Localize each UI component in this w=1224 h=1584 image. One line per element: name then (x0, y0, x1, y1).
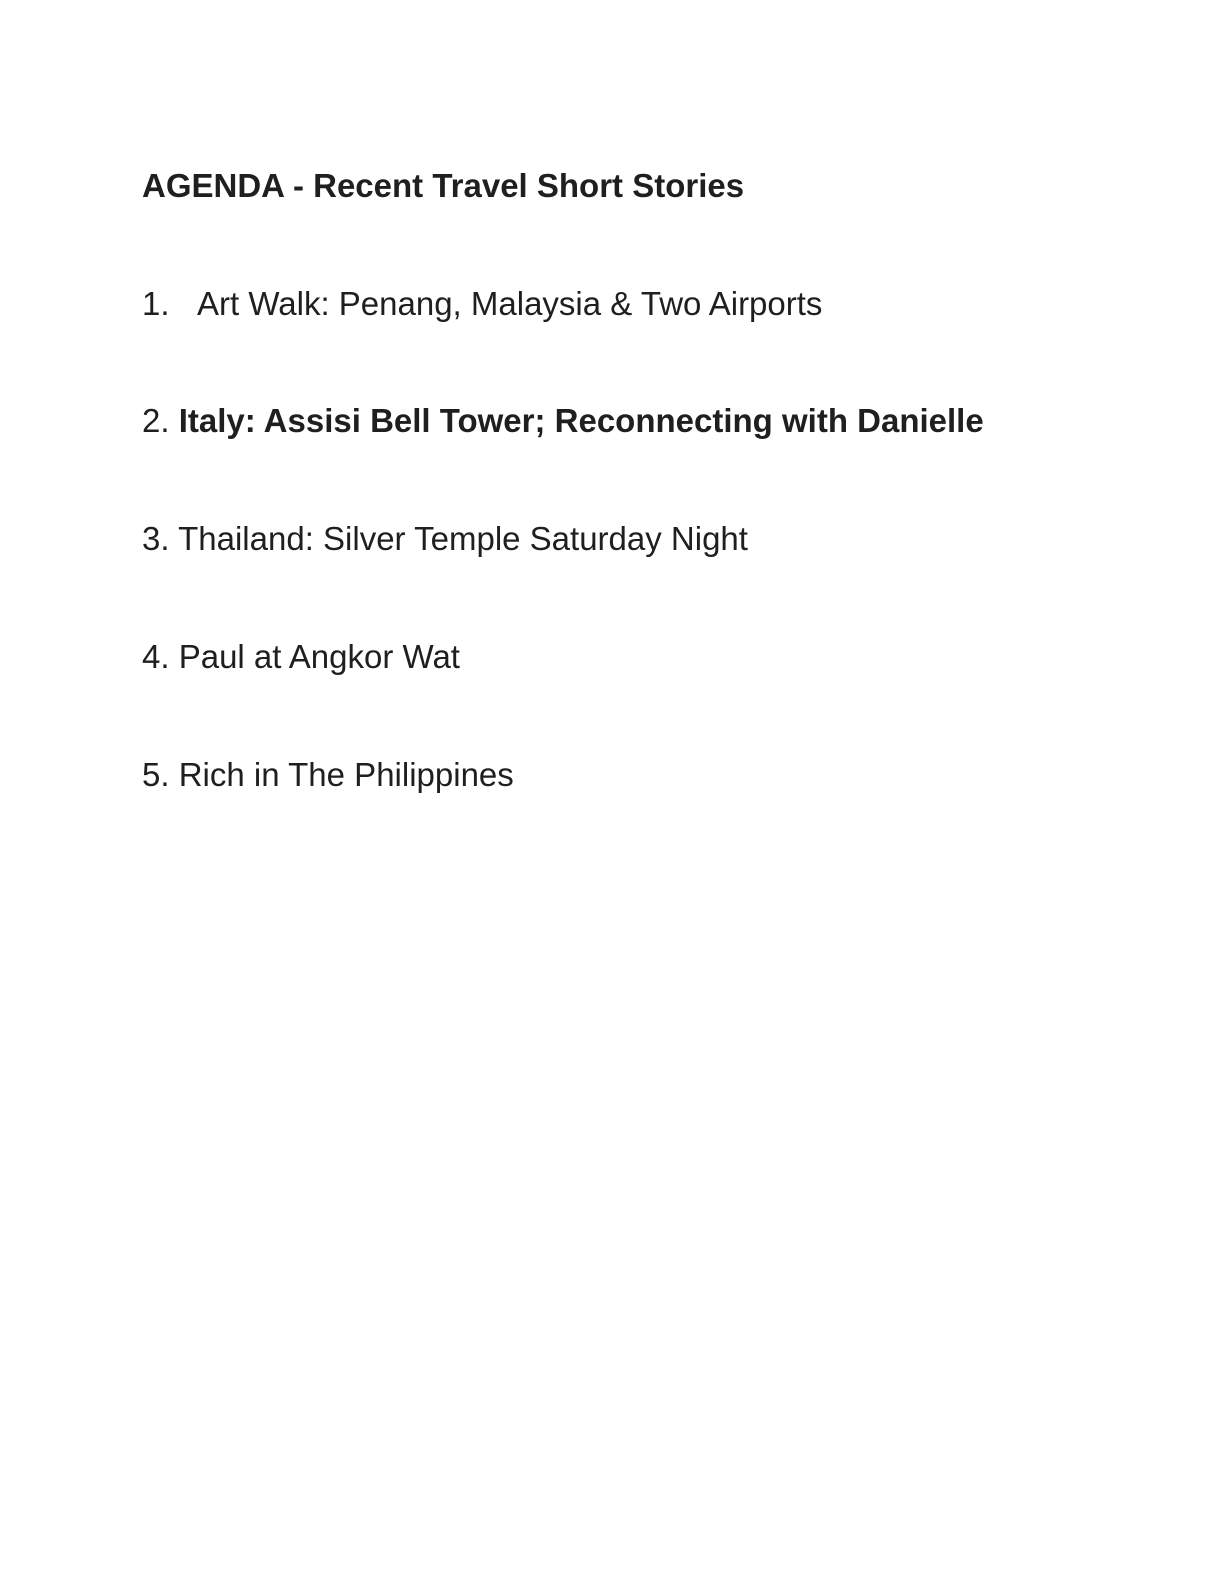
agenda-item (142, 755, 514, 795)
agenda-item (142, 637, 460, 677)
agenda-item (142, 519, 748, 559)
agenda-item (142, 284, 822, 324)
agenda-item-number: 3. (142, 520, 170, 557)
agenda-item-number: 4. (142, 638, 170, 675)
agenda-item-text: Art Walk: Penang, Malaysia & Two Airports (197, 285, 823, 322)
agenda-item (142, 401, 984, 441)
agenda-item-text: Italy: Assisi Bell Tower; Reconnecting with Danielle (178, 402, 984, 439)
agenda-title: AGENDA - Recent Travel Short Stories (142, 167, 745, 204)
agenda-item-text: Thailand: Silver Temple Saturday Night (178, 520, 748, 557)
agenda-item-text: Rich in The Philippines (178, 756, 514, 793)
agenda-item-number: 1. (142, 285, 170, 322)
agenda-item-number: 5. (142, 756, 170, 793)
agenda-item-number: 2. (142, 402, 170, 439)
agenda-item-text: Paul at Angkor Wat (178, 638, 460, 675)
